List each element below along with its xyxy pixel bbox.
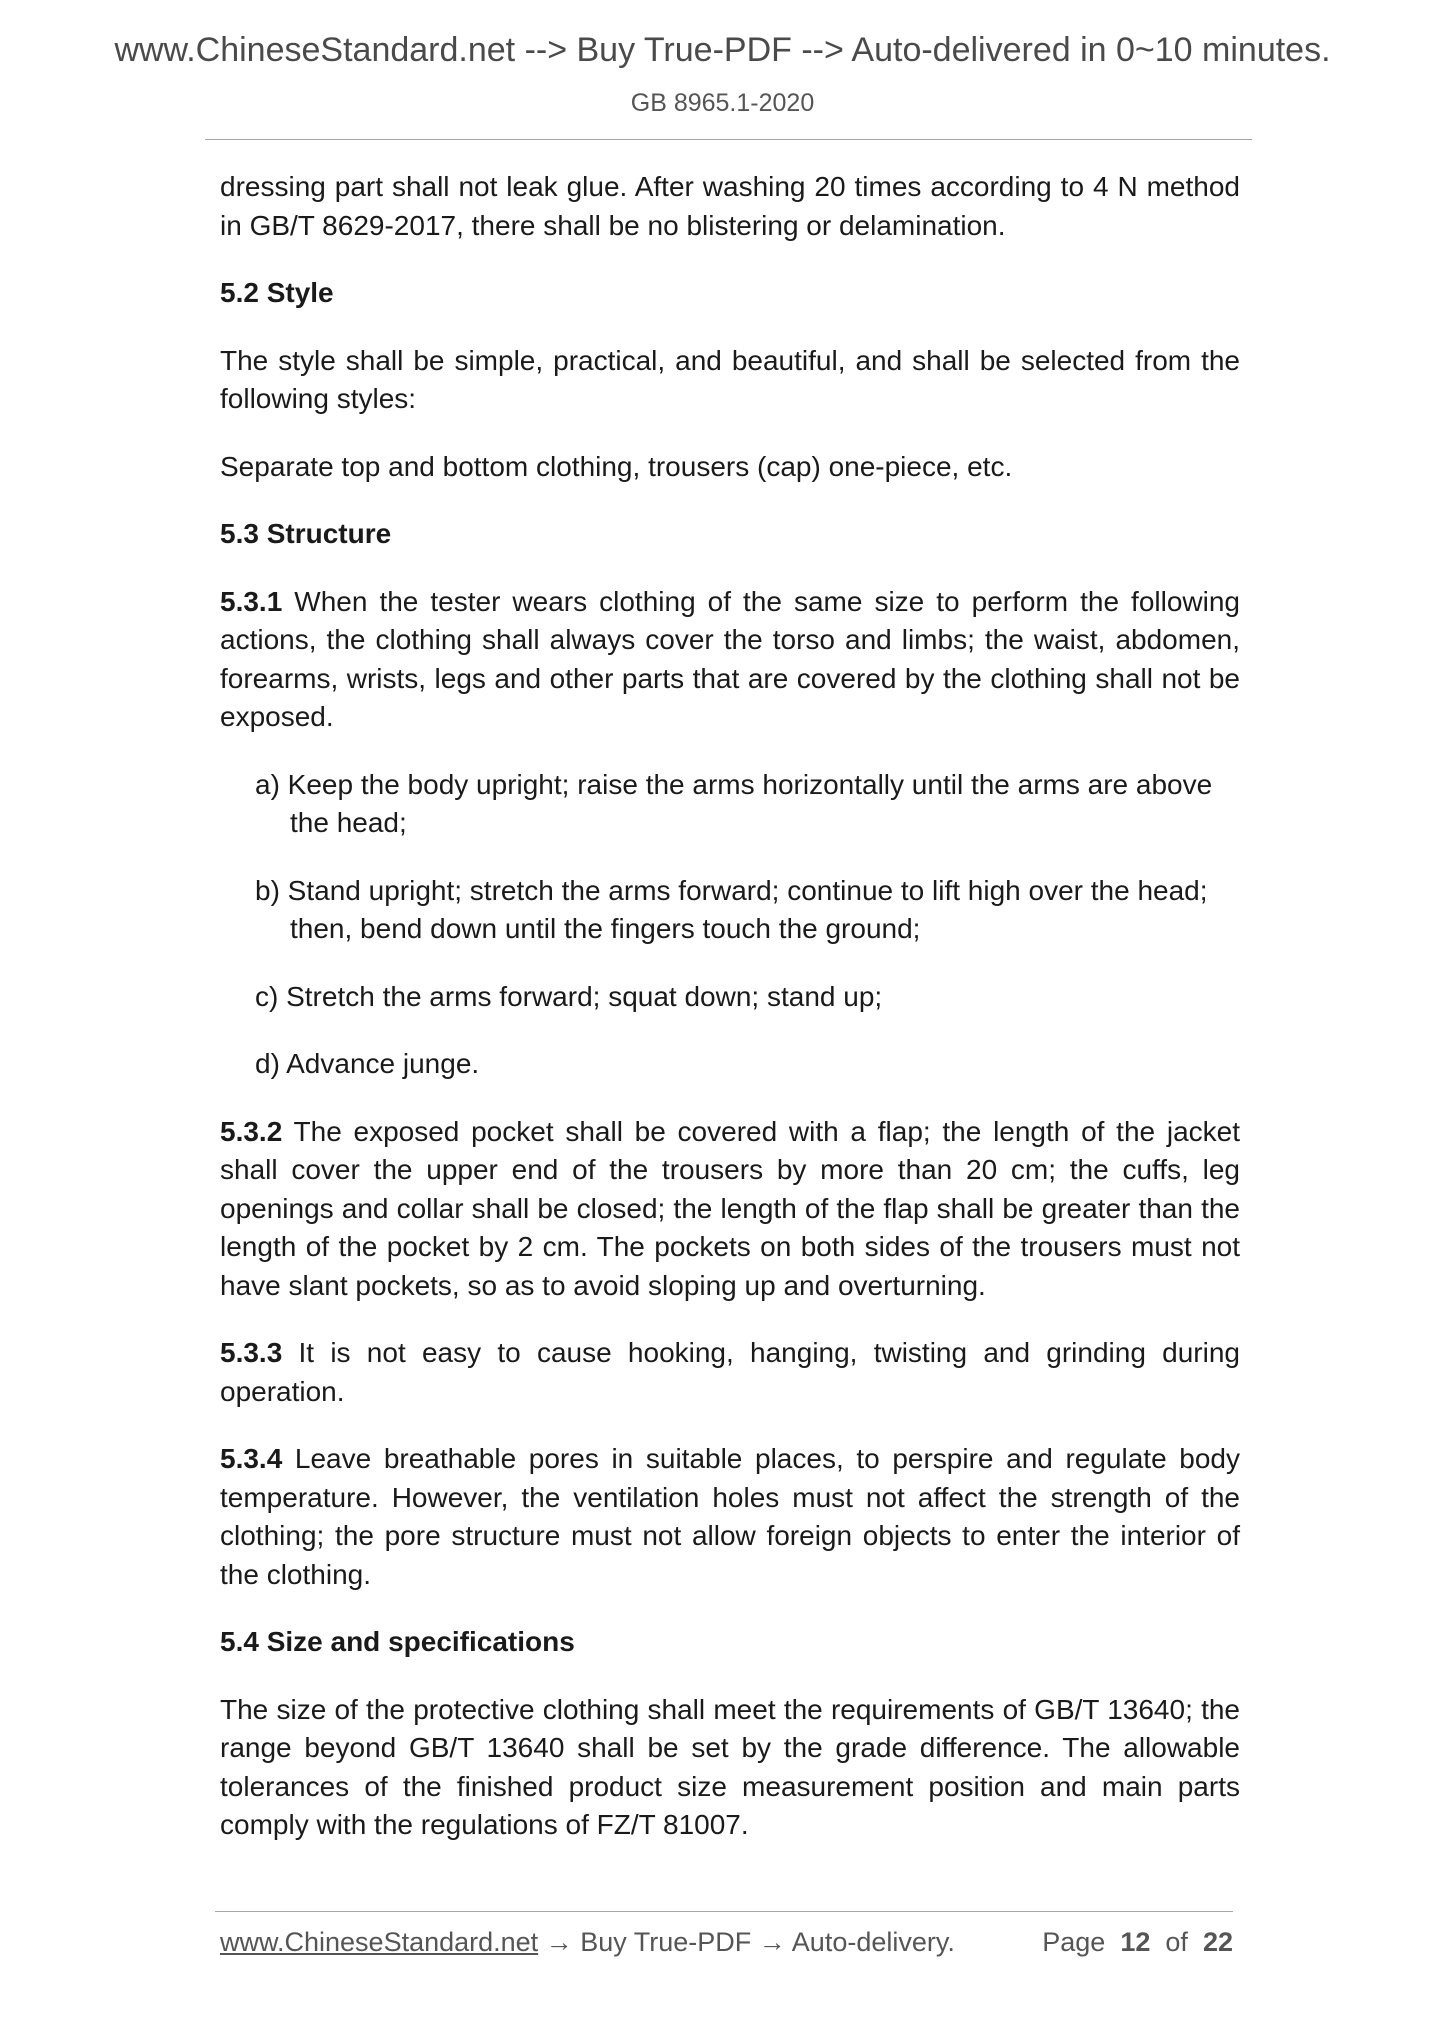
list-item-d: d) Advance junge. (255, 1048, 480, 1079)
intro-paragraph: dressing part shall not leak glue. After washing 20 times according to 4 N method in GB/T 8629-2017, there shall be no blistering or delamination. (220, 171, 1240, 241)
paragraph-5-2-b: Separate top and bottom clothing, trousers (cap) one-piece, etc. (220, 450, 1013, 482)
clause-5-3-4 (220, 1440, 1240, 1594)
clause-text: It is not easy to cause hooking, hanging, twisting and grinding during operation. (220, 1337, 1240, 1407)
clause-number: 5.3.4 (220, 1443, 283, 1474)
heading-5-2-style: 5.2 Style (220, 277, 334, 308)
heading-5-4-size: 5.4 Size and specifications (220, 1626, 575, 1657)
list-item-a: a) Keep the body upright; raise the arms horizontally until the arms are above the head; (255, 768, 1213, 838)
arrow-right-icon: → (545, 1927, 573, 1957)
footer-buy-text: Buy True-PDF (580, 1927, 752, 1957)
list-item-c: c) Stretch the arms forward; squat down; stand up; (255, 980, 883, 1012)
clause-5-3-3 (220, 1334, 1240, 1411)
page-number (1042, 1925, 1233, 1959)
total-pages: 22 (1202, 1927, 1233, 1957)
heading-5-3-structure: 5.3 Structure (220, 518, 392, 549)
paragraph-5-4: The size of the protective clothing shall meet the requirements of GB/T 13640; the range beyond GB/T 13640 shall be set by the grade difference. The allowable tolerances of the finished product size measurement position and main parts comply with the regulations of FZ/T 81007. (220, 1693, 1240, 1840)
clause-number: 5.3.3 (220, 1337, 283, 1368)
clause-number: 5.3.1 (220, 585, 283, 617)
clause-text: Leave breathable pores in suitable places, to perspire and regulate body temperature. However, the ventilation holes must not affect the strength of the clothing; the pore structure must not allow foreign objects to enter the interior of the clothing. (220, 1443, 1240, 1590)
page-label: Page (1042, 1927, 1106, 1957)
footer-auto-text: Auto-delivery. (791, 1927, 955, 1957)
current-page: 12 (1120, 1927, 1151, 1957)
clause-text: When the tester wears clothing of the same size to perform the following actions, the clothing shall always cover the torso and limbs; the waist, abdomen, forearms, wrists, legs and other parts that are covered by the clothing shall not be exposed. (220, 585, 1240, 732)
top-banner: www.ChineseStandard.net --> Buy True-PDF --> Auto-delivered in 0~10 minutes. (114, 31, 1331, 69)
document-id: GB 8965.1-2020 (630, 89, 815, 117)
page-footer (220, 1925, 1233, 1959)
clause-5-3-1 (220, 583, 1240, 737)
footer-site-link[interactable]: www.ChineseStandard.net (220, 1927, 539, 1957)
list-item-b: b) Stand upright; stretch the arms forward; continue to lift high over the head; then, bend down until the fingers touch the ground; (255, 874, 1208, 944)
clause-5-3-2 (220, 1113, 1240, 1306)
header-divider (205, 139, 1252, 140)
page-content (220, 168, 1240, 1874)
footer-divider (215, 1911, 1233, 1912)
of-label: of (1165, 1927, 1188, 1957)
clause-text: The exposed pocket shall be covered with a flap; the length of the jacket shall cover the upper end of the trousers by more than 20 cm; the cuffs, leg openings and collar shall be closed; the length of the flap shall be greater than the length of the pocket by 2 cm. The pockets on both sides of the trousers must not have slant pockets, so as to avoid sloping up and overturning. (220, 1115, 1240, 1301)
clause-number: 5.3.2 (220, 1115, 283, 1147)
paragraph-5-2-a: The style shall be simple, practical, and beautiful, and shall be selected from the following styles: (220, 344, 1240, 414)
arrow-right-icon: → (758, 1927, 786, 1957)
